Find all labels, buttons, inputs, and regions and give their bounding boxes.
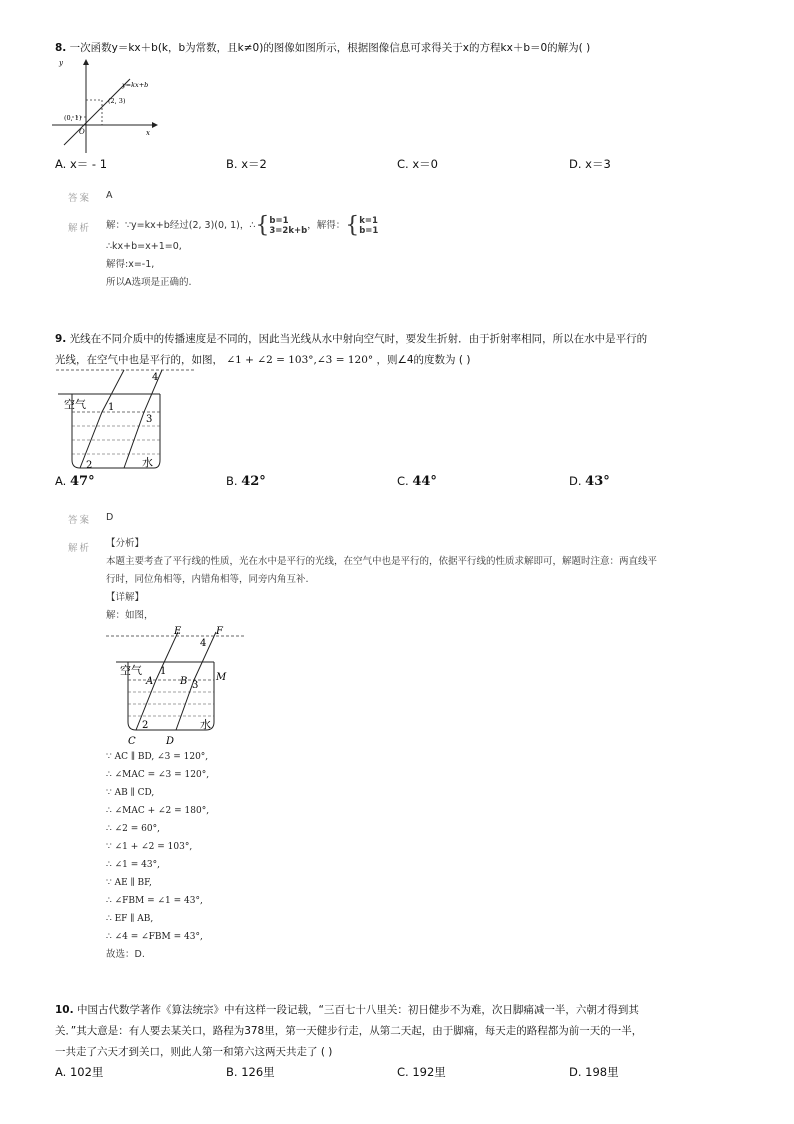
q8-sol-mid: ，解得： — [307, 220, 346, 231]
q9s-label-m: M — [216, 672, 227, 683]
q8-option-a[interactable]: A. x＝ - 1 — [55, 157, 108, 171]
q8-system-2 — [345, 215, 378, 237]
q8-option-b[interactable]: B. x＝2 — [226, 157, 267, 171]
q8-option-d[interactable]: D. x＝3 — [569, 157, 611, 171]
q8-origin: O — [79, 128, 85, 136]
brace-icon: { — [255, 213, 270, 238]
q8-number: 8. — [55, 42, 67, 54]
q9-option-d-letter: D. — [569, 474, 582, 488]
q10-stem-line3: 一共走了六天才到关口，则此人第一和第六这两天共走了 ( ) — [55, 1046, 333, 1058]
q8-system-1 — [255, 215, 307, 237]
q10-option-d[interactable]: D. 198里 — [569, 1065, 619, 1079]
q9-fig-water: 水 — [142, 456, 153, 469]
q9-ray-left — [80, 370, 124, 468]
q9s-angle1: 1 — [160, 666, 167, 677]
q10-option-a[interactable]: A. 102里 — [55, 1065, 104, 1079]
q9-option-a-value: 47° — [69, 474, 95, 489]
q9-stem-text1: 光线在不同介质中的传播速度是不同的，因此当光线从水中射向空气时，要发生折射．由于折射率相同，所以在水中是平行的 — [69, 333, 648, 345]
q9-answer-tag: 答案 — [68, 515, 92, 526]
q8-function-line — [64, 79, 130, 145]
q9s-air: 空气 — [120, 664, 142, 677]
q9-option-c-value: 44° — [412, 474, 437, 489]
q9-option-b-letter: B. — [226, 474, 238, 488]
q9-fig-angle4: 4 — [152, 372, 159, 383]
q10-option-c[interactable]: C. 192里 — [397, 1065, 446, 1079]
q8-solution-line4: 所以A选项是正确的. — [106, 277, 192, 288]
q9-option-d-value: 43° — [585, 474, 610, 489]
q9-fenxi-title: 【分析】 — [106, 538, 145, 549]
q9-fig-angle2: 2 — [86, 460, 93, 471]
q9-figure — [56, 368, 196, 474]
q10-number: 10. — [55, 1004, 74, 1016]
q9s-label-b: B — [180, 676, 188, 687]
q9-solution-figure — [106, 624, 246, 748]
q8-y-label: y — [59, 59, 63, 67]
q8-answer: A — [106, 190, 113, 201]
q9-step-10: ∴ EF ∥ AB, — [106, 914, 154, 924]
q8-option-c[interactable]: C. x＝0 — [397, 157, 438, 171]
q9-step-9: ∴ ∠FBM = ∠1 = 43°, — [106, 896, 203, 906]
q9-fenxi-line1: 本题主要考查了平行线的性质，光在水中是平行的光线，在空气中也是平行的，依据平行线的性质求解即可，解题时注意：两直线平 — [106, 556, 658, 567]
q9-step-1: ∵ AC ∥ BD, ∠3 = 120°, — [106, 752, 209, 762]
q9-stem-line1 — [55, 328, 775, 350]
q9-option-a-letter: A. — [55, 474, 67, 488]
q9s-angle2: 2 — [142, 720, 149, 731]
q9-analysis-tag: 解析 — [68, 543, 92, 554]
brace-icon: { — [345, 213, 360, 238]
q9-conclusion: 故选：D. — [106, 949, 145, 960]
q9-step-2: ∴ ∠MAC = ∠3 = 120°, — [106, 770, 210, 780]
q10-stem-line1 — [55, 999, 775, 1021]
q9-option-a[interactable] — [55, 474, 95, 489]
q9s-ray-left — [136, 632, 178, 730]
q9-answer: D — [106, 512, 114, 523]
q8-answer-tag: 答案 — [68, 193, 92, 204]
q10-option-b[interactable]: B. 126里 — [226, 1065, 275, 1079]
q9-option-d[interactable] — [569, 474, 610, 489]
q8-solution-line1 — [106, 213, 378, 239]
q9-step-11: ∴ ∠4 = ∠FBM = 43°, — [106, 932, 203, 942]
q9-option-b-value: 42° — [241, 474, 266, 489]
y-arrow-icon — [83, 59, 89, 65]
q8-stem-text: 一次函数y＝kx＋b(k，b为常数，且k≠0)的图像如图所示，根据图像信息可求得关于x的方程kx＋b＝0的解为( ) — [69, 42, 591, 54]
q9-stem-math: ∠1 + ∠2 = 103°,∠3 = 120° — [226, 354, 374, 366]
q9-fig-angle3: 3 — [146, 414, 153, 425]
q8-graph — [50, 55, 160, 155]
q9-fenxi-line2: 行时，同位角相等，内错角相等，同旁内角互补. — [106, 574, 309, 585]
q9-ray-right — [124, 370, 162, 468]
q8-x-label: x — [146, 129, 150, 137]
q9-xiangjie-intro: 解：如图， — [106, 610, 154, 621]
q9-xiangjie-title: 【详解】 — [106, 592, 145, 603]
q8-sys1-eq2: 3=2k+b — [269, 226, 308, 236]
q9s-water: 水 — [200, 718, 211, 731]
q8-sys2-eq2: b=1 — [359, 226, 379, 236]
q9-stem-pre: 光线，在空气中也是平行的，如图， — [55, 354, 223, 366]
q9s-label-a: A — [146, 676, 154, 687]
q8-sol-pre: 解：∵y=kx+b经过(2, 3)(0, 1)，∴ — [106, 220, 256, 231]
q8-point-b: (2, 3) — [108, 97, 126, 105]
q8-line-label: y=kx+b — [122, 81, 149, 89]
q10-stem-line2: 关．”其大意是：有人要去某关口，路程为378里，第一天健步行走，从第二天起，由于脚痛，每天走的路程都为前一天的一半， — [55, 1025, 643, 1037]
q9-fig-angle1: 1 — [108, 402, 115, 413]
q9-number: 9. — [55, 333, 67, 345]
q9-step-6: ∵ ∠1 + ∠2 = 103°, — [106, 842, 193, 852]
q9-step-4: ∴ ∠MAC + ∠2 = 180°, — [106, 806, 210, 816]
q9-option-c[interactable] — [397, 474, 437, 489]
q9-option-c-letter: C. — [397, 474, 409, 488]
q8-point-a: (0, 1) — [64, 114, 82, 122]
q9-step-7: ∴ ∠1 = 43°, — [106, 860, 160, 870]
q9-fig-air: 空气 — [64, 398, 86, 411]
q9s-label-d: D — [166, 736, 175, 747]
q9-step-3: ∵ AB ∥ CD, — [106, 788, 155, 798]
q10-stem-text1: 中国古代数学著作《算法统宗》中有这样一段记载，“三百七十八里关：初日健步不为难，次日脚痛减一半，六朝才得到其 — [76, 1004, 639, 1016]
q9s-label-e: E — [174, 626, 182, 637]
q9-step-8: ∵ AE ∥ BF, — [106, 878, 152, 888]
q9s-angle3: 3 — [192, 680, 199, 691]
q8-stem — [55, 37, 775, 59]
q8-sys1-eq1: b=1 — [269, 216, 289, 226]
q9-stem-post: ，则∠4的度数为 ( ) — [376, 354, 471, 366]
q8-analysis-tag: 解析 — [68, 223, 92, 234]
q9s-label-c: C — [128, 736, 136, 747]
q9-step-5: ∴ ∠2 = 60°, — [106, 824, 160, 834]
q9s-label-f: F — [216, 626, 223, 637]
q8-solution-line2: ∴kx+b=x+1=0, — [106, 241, 182, 252]
q9-option-b[interactable] — [226, 474, 266, 489]
q8-sys2-eq1: k=1 — [359, 216, 378, 226]
q8-solution-line3: 解得:x=-1, — [106, 259, 155, 270]
q9s-angle4: 4 — [200, 638, 207, 649]
x-arrow-icon — [152, 122, 158, 128]
